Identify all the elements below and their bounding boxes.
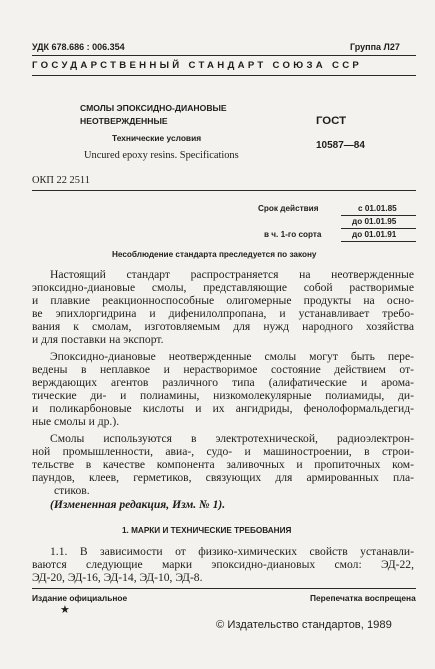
reprint-prohibited-label: Перепечатка воспрещена: [310, 593, 416, 603]
english-title: Uncured epoxy resins. Specifications: [84, 150, 239, 161]
text-line: Настоящий стандарт распространяется на неотвержденные: [50, 268, 414, 281]
okp-code: ОКП 22 2511: [32, 175, 90, 186]
validity-rule-1: [341, 215, 416, 216]
gost-label: ГОСТ: [316, 115, 347, 127]
text-line: и поликарбоновые кислоты и их ангидриды, фенолоформальдегид-: [32, 402, 414, 416]
section-title: 1. МАРКИ И ТЕХНИЧЕСКИЕ ТРЕБОВАНИЯ: [122, 526, 292, 535]
amendment-note: (Измененная редакция, Изм. № 1).: [50, 498, 226, 511]
validity-to: до 01.01.95: [352, 217, 397, 226]
udk-code: УДК 678.686 : 006.354: [32, 42, 125, 52]
paragraph-curing: [32, 350, 414, 429]
standard-title: ГОСУДАРСТВЕННЫЙ СТАНДАРТ СОЮЗА ССР: [32, 60, 363, 71]
header-rule-top: [32, 55, 416, 56]
group-code: Группа Л27: [350, 42, 400, 52]
text-line: стиков.: [54, 484, 90, 498]
text-line: ве эпихлоргидрина и дифенилолпропана, и устанавливает требо-: [32, 307, 414, 321]
text-line: тельстве в качестве компонента заливочных и пропиточных ком-: [32, 458, 414, 472]
text-line: ной промышленности, авиа-, судо- и машиностроении, в строи-: [32, 445, 414, 459]
text-line: и для поставки на экспорт.: [32, 333, 164, 347]
document-subtitle: Технические условия: [112, 133, 202, 143]
gost-number: 10587—84: [316, 140, 365, 151]
copyright: © Издательство стандартов, 1989: [216, 619, 392, 631]
paragraph-usage: [32, 432, 414, 497]
paragraph-scope: [32, 268, 414, 347]
text-line: и плавкие реакционноспособные олигомерные продукты на осно-: [32, 294, 414, 308]
text-line: Смолы используются в электротехнической, радиоэлектрон-: [50, 432, 414, 445]
document-title-line2: НЕОТВЕРЖДЕННЫЕ: [80, 116, 168, 126]
text-line: ведены в неплавкое и нерастворимое состояние действием от-: [32, 363, 414, 377]
legal-notice: Несоблюдение стандарта преследуется по закону: [112, 250, 317, 259]
text-line: ваются следующие марки эпоксидно-диановых смол: ЭД-22,: [32, 558, 414, 572]
grade-label: в ч. 1-го сорта: [264, 230, 322, 239]
paragraph-grades: [32, 545, 414, 584]
official-edition-label: Издание официальное: [32, 593, 128, 603]
text-line: вания к смолам, изготовляемым для нужд народного хозяйства: [32, 320, 414, 334]
title-block-rule: [32, 190, 416, 191]
text-line: эпоксидно-диановые смолы, представляющие собой растворимые: [32, 281, 414, 295]
validity-rule-2: [341, 228, 416, 229]
validity-from: с 01.01.85: [358, 204, 397, 213]
text-line: паундов, клеев, герметиков, связующих для армированных пла-: [32, 471, 414, 485]
header-rule-bottom: [32, 75, 416, 76]
footer-rule: [32, 588, 416, 589]
text-line: тические ди- и полиамины, низкомолекулярные полиамиды, ди-: [32, 389, 414, 403]
validity-rule-3: [341, 241, 416, 242]
text-line: ЭД-20, ЭД-16, ЭД-14, ЭД-10, ЭД-8.: [32, 571, 203, 585]
document-title-line1: СМОЛЫ ЭПОКСИДНО-ДИАНОВЫЕ: [80, 103, 227, 113]
text-line: 1.1. В зависимости от физико-химических свойств устанавли-: [50, 545, 414, 558]
validity-label: Срок действия: [258, 204, 319, 213]
star-icon: ★: [60, 604, 70, 616]
text-line: ные смолы и др.).: [32, 415, 120, 429]
text-line: Эпоксидно-диановые неотвержденные смолы могут быть пере-: [50, 350, 414, 363]
text-line: верждающих агентов различного типа (алифатические и арома-: [32, 376, 414, 390]
grade-validity-to: до 01.01.91: [352, 230, 397, 239]
